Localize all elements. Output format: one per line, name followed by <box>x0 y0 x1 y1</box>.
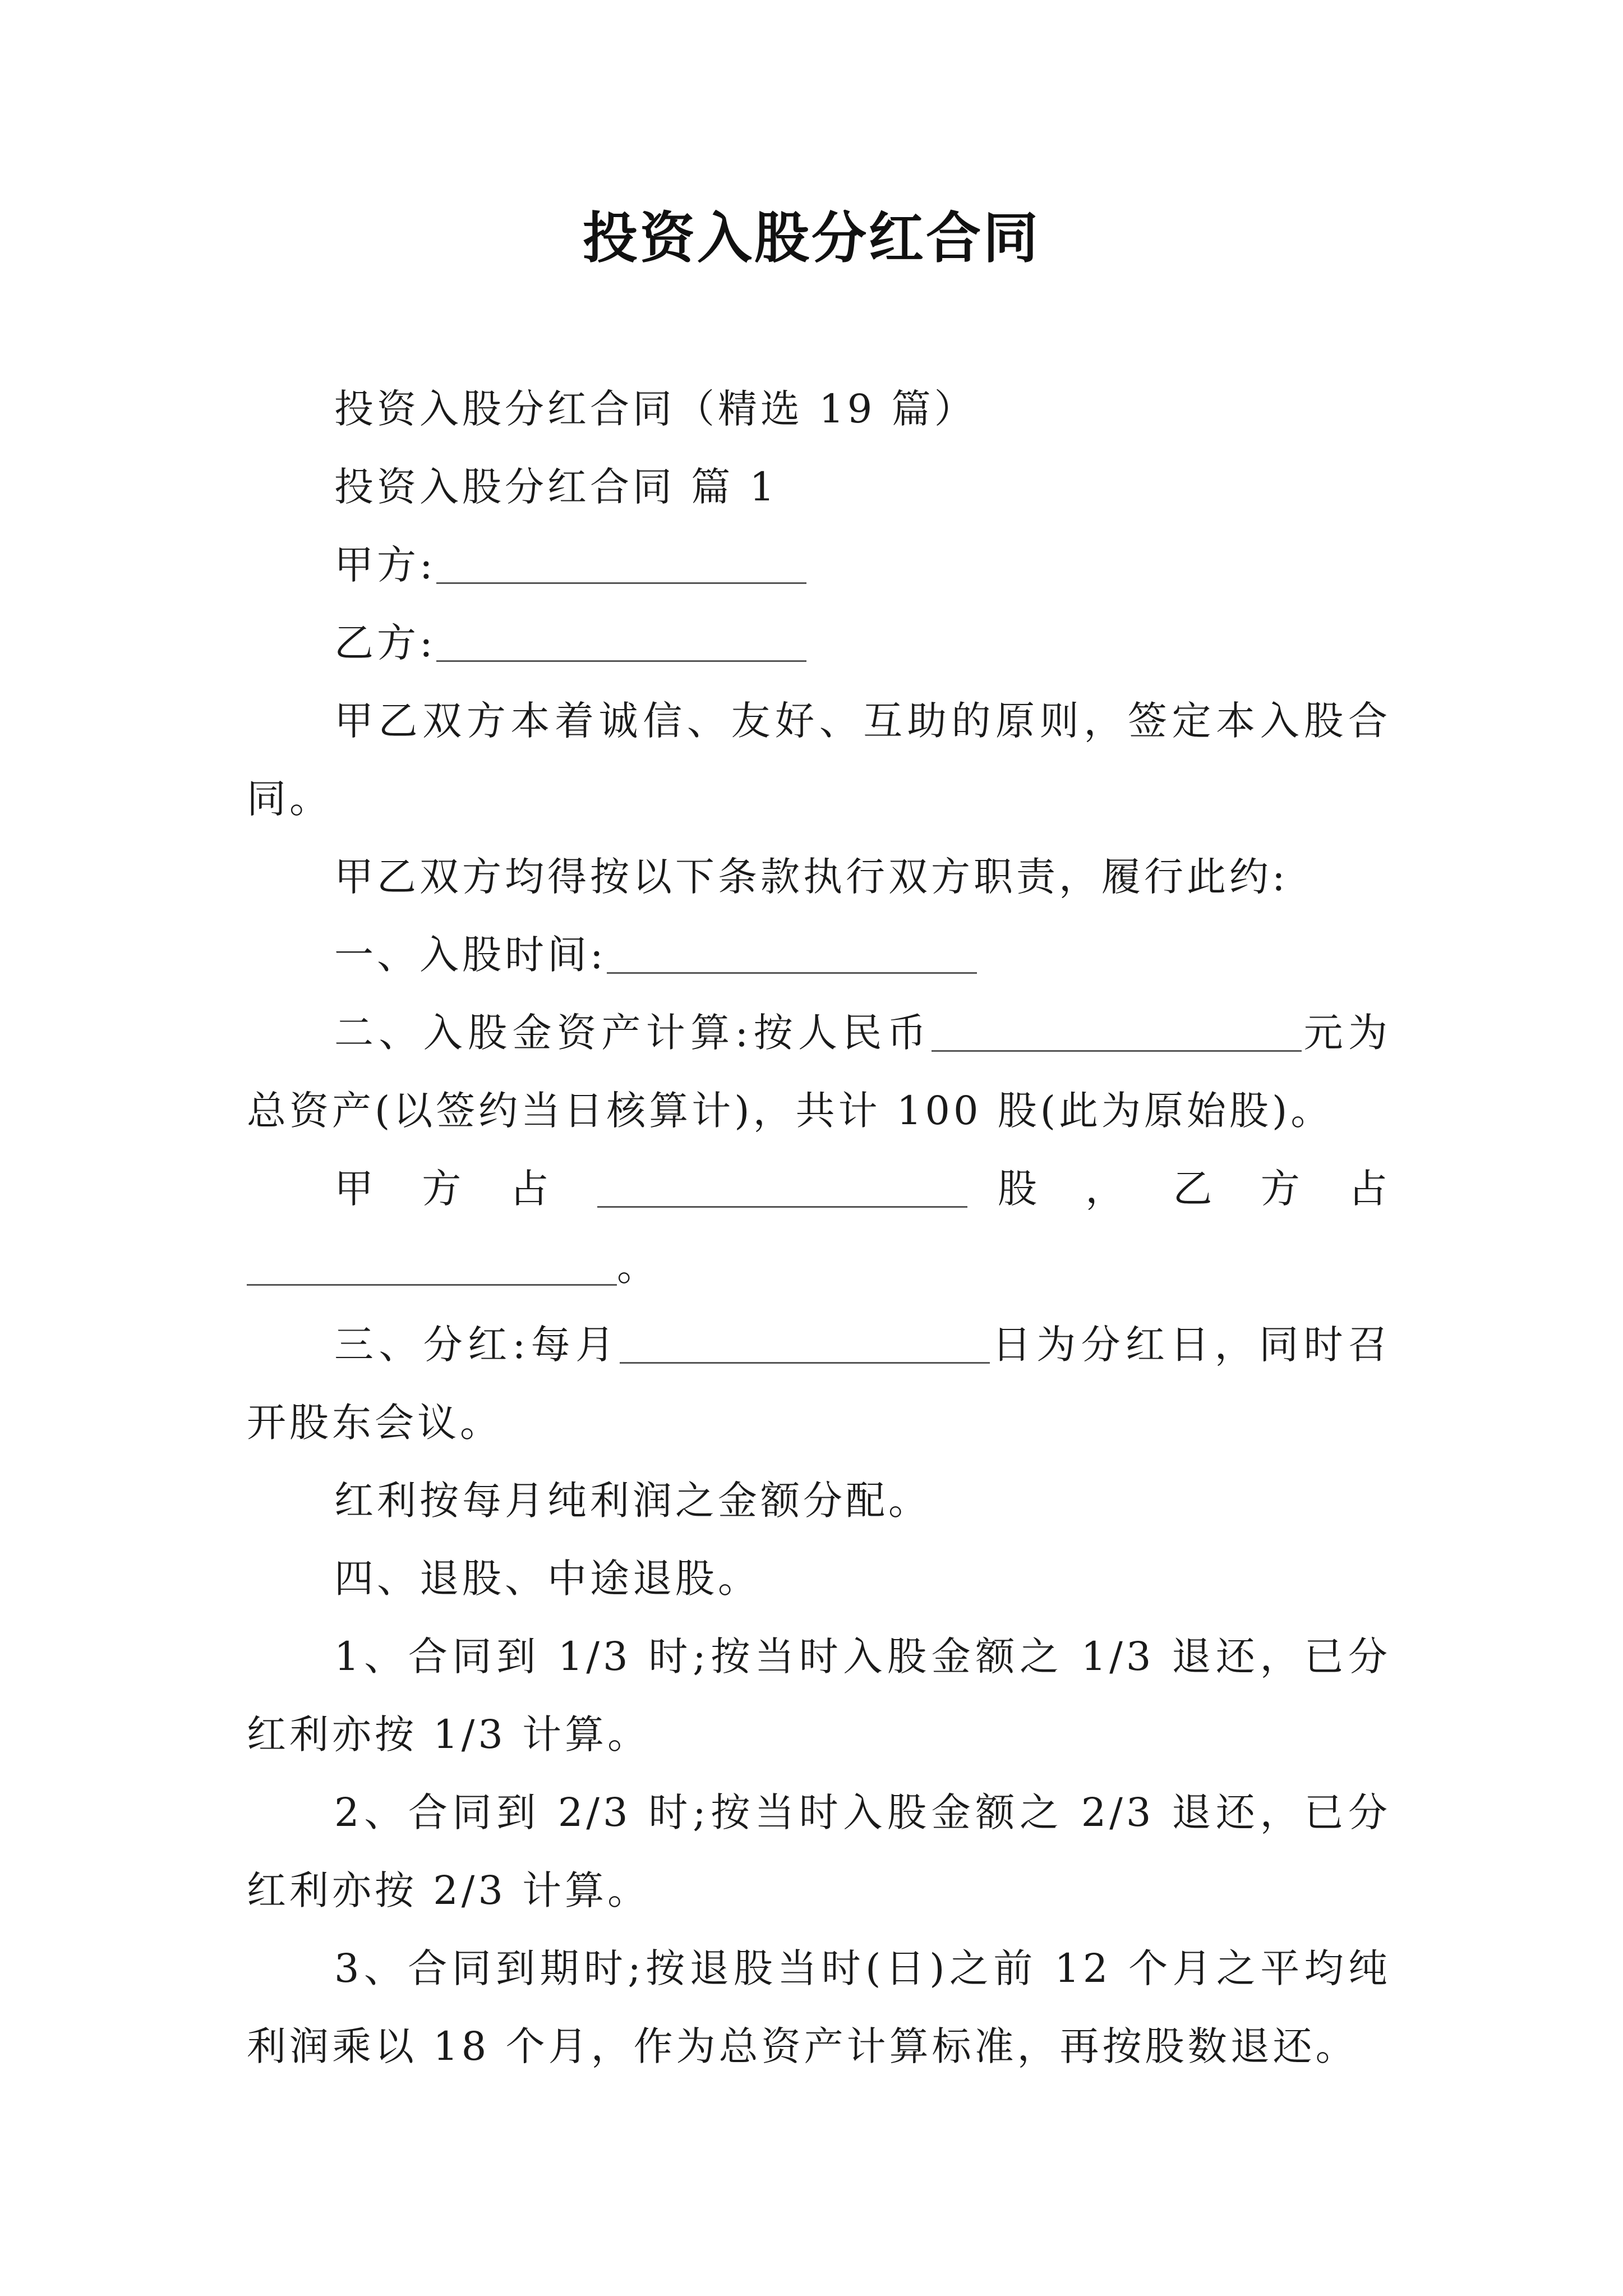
clause-2-suffix: 元为总资产(以签约当日核算计)，共计 100 股(此为原始股)。 <box>247 1010 1391 1134</box>
party-a-blank <box>436 546 806 584</box>
party-a-line <box>247 526 1391 604</box>
party-b-line <box>247 604 1391 682</box>
shares-mid-label: 股 ， 乙 方 占 <box>997 1166 1391 1212</box>
subtitle: 投资入股分红合同（精选 19 篇） <box>334 386 977 432</box>
section-heading: 投资入股分红合同 篇 1 <box>334 464 778 510</box>
shares-line <box>247 1150 1391 1228</box>
clause-4: 四、退股、中途退股。 <box>334 1556 760 1602</box>
clause-3 <box>247 1306 1391 1462</box>
intro-paragraph: 甲乙双方本着诚信、友好、互助的原则，签定本入股合同。 <box>247 698 1391 822</box>
party-a-label: 甲方: <box>334 542 436 588</box>
clause-3-blank <box>620 1326 990 1364</box>
item-3: 3、合同到期时;按退股当时(日)之前 12 个月之平均纯利润乘以 18 个月，作为总资产计算标准，再按股数退还。 <box>247 1945 1391 2069</box>
shares-a-blank <box>597 1170 967 1208</box>
profit-rule: 红利按每月纯利润之金额分配。 <box>334 1478 931 1524</box>
item-2: 2、合同到 2/3 时;按当时入股金额之 2/3 退还，已分红利亦按 2/3 计算。 <box>247 1789 1391 1913</box>
shares-b-blank <box>247 1248 617 1286</box>
clause-2 <box>247 994 1391 1150</box>
clause-2-blank <box>932 1014 1302 1052</box>
clause-3-prefix: 三、分红:每月 <box>334 1322 620 1368</box>
clause-1-blank <box>607 936 977 974</box>
clause-1 <box>247 916 1391 994</box>
clause-2-prefix: 二、入股金资产计算:按人民币 <box>334 1010 932 1056</box>
item-1: 1、合同到 1/3 时;按当时入股金额之 1/3 退还，已分红利亦按 1/3 计算。 <box>247 1634 1391 1757</box>
party-b-label: 乙方: <box>334 620 436 666</box>
clause-3-suffix: 日为分红日，同时召开股东会议。 <box>247 1322 1391 1446</box>
intro2-paragraph: 甲乙双方均得按以下条款执行双方职责，履行此约: <box>334 854 1289 900</box>
shares-a-label: 甲 方 占 <box>334 1166 567 1212</box>
shares-line-2 <box>247 1228 1391 1306</box>
clause-1-label: 一、入股时间: <box>334 932 607 978</box>
document-body <box>247 370 1391 2086</box>
party-b-blank <box>436 624 806 662</box>
document-title: 投资入股分红合同 <box>582 206 1040 270</box>
shares-end: 。 <box>617 1244 660 1290</box>
